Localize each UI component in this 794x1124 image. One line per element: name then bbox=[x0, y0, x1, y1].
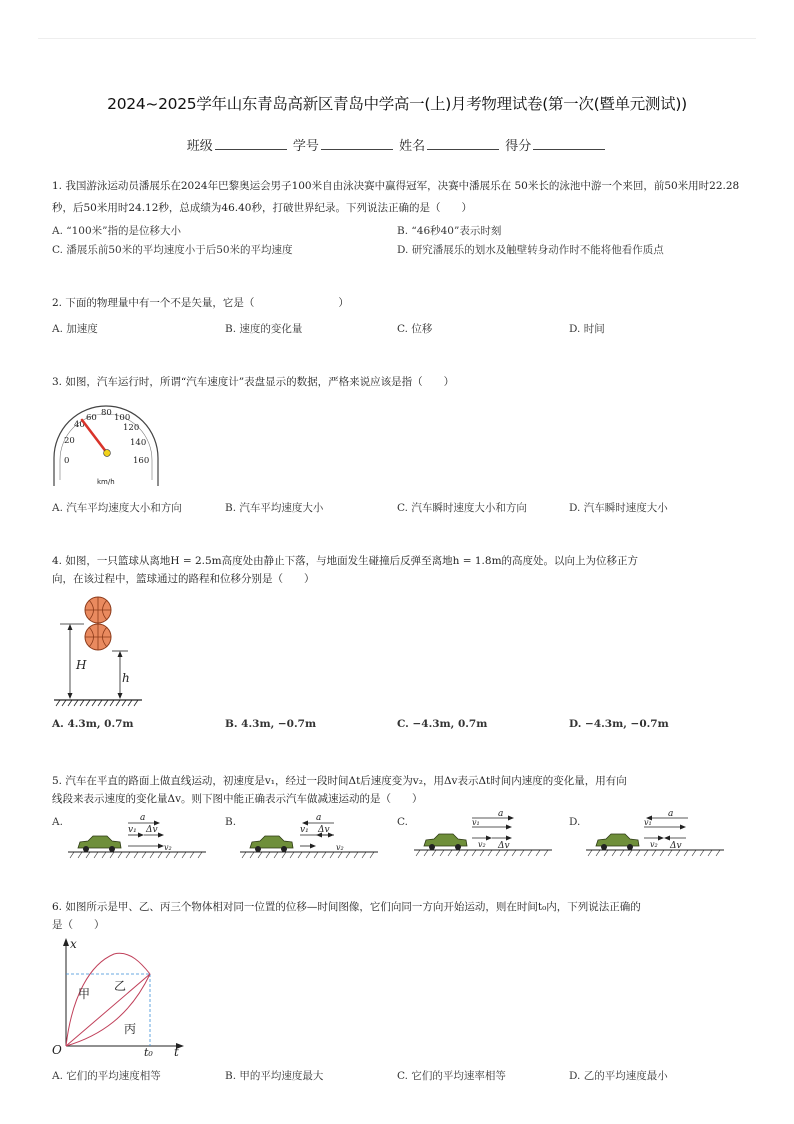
name-blank bbox=[427, 137, 499, 150]
v2-label: v₂ bbox=[164, 843, 172, 852]
gauge-tick-120: 120 bbox=[123, 423, 140, 433]
q5-figure-c bbox=[412, 808, 554, 860]
name-label: 姓名 bbox=[399, 139, 426, 154]
q3-option-a: A. 汽车平均速度大小和方向 bbox=[52, 502, 182, 514]
q1-option-a: A. “100米”指的是位移大小 bbox=[52, 225, 182, 237]
dv-label: Δv bbox=[498, 841, 510, 851]
q1-option-c: C. 潘展乐前50米的平均速度小于后50米的平均速度 bbox=[52, 244, 293, 256]
label-yi: 乙 bbox=[114, 979, 127, 993]
car-icon bbox=[78, 836, 121, 852]
student-id-label: 学号 bbox=[292, 139, 319, 154]
line-yi bbox=[66, 974, 150, 1046]
class-blank bbox=[215, 137, 287, 150]
score-label: 得分 bbox=[505, 139, 532, 154]
car-icon bbox=[250, 836, 293, 852]
height-label-H: H bbox=[76, 658, 87, 672]
label-jia: 甲 bbox=[78, 987, 91, 1001]
dv-label: Δv bbox=[670, 841, 682, 851]
v1-label: v₁ bbox=[128, 825, 137, 835]
gauge-hub bbox=[104, 450, 111, 457]
q5-option-a-letter: A. bbox=[52, 816, 63, 828]
q5-option-d-letter: D. bbox=[569, 816, 581, 828]
speedometer-figure bbox=[50, 400, 162, 490]
height-label-h: h bbox=[122, 671, 130, 685]
q6-option-d: D. 乙的平均速度最小 bbox=[569, 1070, 668, 1082]
car-icon bbox=[424, 834, 467, 850]
score-blank bbox=[533, 137, 605, 150]
gauge-tick-80: 80 bbox=[101, 408, 112, 418]
t0-label: t₀ bbox=[144, 1046, 153, 1059]
v1-label: v₁ bbox=[472, 818, 480, 827]
displacement-time-graph bbox=[50, 936, 190, 1060]
q2-option-c: C. 位移 bbox=[397, 323, 433, 335]
gauge-tick-0: 0 bbox=[64, 456, 70, 466]
gauge-needle bbox=[82, 420, 107, 453]
q3-option-c: C. 汽车瞬时速度大小和方向 bbox=[397, 502, 527, 514]
q2-option-d: D. 时间 bbox=[569, 323, 605, 335]
q5-figure-a bbox=[66, 810, 208, 862]
q4-option-a: A. 4.3m, 0.7m bbox=[52, 718, 134, 730]
question-4-stem-line1: 4. 如图，一只篮球从离地H = 2.5m高度处由静止下落，与地面发生碰撞后反弹至离地h = 1.8m的高度处。以向上为位移正方 bbox=[52, 555, 639, 567]
q2-option-b: B. 速度的变化量 bbox=[225, 323, 303, 335]
question-2-stem: 2. 下面的物理量中有一个不是矢量，它是（ ） bbox=[52, 297, 349, 309]
student-id-blank bbox=[321, 137, 393, 150]
origin-label: O bbox=[52, 1043, 62, 1057]
v1-label: v₁ bbox=[644, 818, 652, 827]
t-axis-label: t bbox=[174, 1045, 179, 1059]
q4-option-c: C. −4.3m, 0.7m bbox=[397, 718, 488, 730]
q2-option-a: A. 加速度 bbox=[52, 323, 98, 335]
basketball-bottom bbox=[85, 624, 111, 650]
v2-label: v₂ bbox=[336, 843, 344, 852]
question-6-stem-line1: 6. 如图所示是甲、乙、丙三个物体相对同一位置的位移—时间图像，它们向同一方向开始运动，则在时间t₀内，下列说法正确的 bbox=[52, 901, 641, 913]
student-info-line bbox=[0, 135, 794, 154]
q4-option-d: D. −4.3m, −0.7m bbox=[569, 718, 669, 730]
gauge-tick-60: 60 bbox=[86, 413, 97, 423]
gauge-unit: km/h bbox=[97, 478, 115, 486]
q6-option-c: C. 它们的平均速率相等 bbox=[397, 1070, 506, 1082]
question-5-stem-line1: 5. 汽车在平直的路面上做直线运动，初速度是v₁，经过一段时间Δt后速度变为v₂，用Δv表示Δt时间内速度的变化量，用有向 bbox=[52, 775, 627, 787]
question-3-stem: 3. 如图，汽车运行时，所谓“汽车速度计”表盘显示的数据，严格来说应该是指（ ） bbox=[52, 376, 455, 388]
accel-label: a bbox=[140, 813, 146, 823]
gauge-tick-160: 160 bbox=[133, 456, 150, 466]
gauge-tick-20: 20 bbox=[64, 436, 75, 446]
dv-label: Δv bbox=[318, 825, 330, 835]
q6-option-a: A. 它们的平均速度相等 bbox=[52, 1070, 161, 1082]
exam-title: 2024~2025学年山东青岛高新区青岛中学高一(上)月考物理试卷(第一次(暨单元测试)) bbox=[107, 95, 687, 113]
q5-option-c-letter: C. bbox=[397, 816, 408, 828]
question-4-stem-line2: 向，在该过程中，篮球通过的路程和位移分别是（ ） bbox=[52, 573, 315, 585]
q1-option-d: D. 研究潘展乐的划水及触壁转身动作时不能将他看作质点 bbox=[397, 244, 664, 256]
question-6-stem-line2: 是（ ） bbox=[52, 919, 105, 931]
dv-label: Δv bbox=[146, 825, 158, 835]
q5-figure-b bbox=[238, 810, 380, 862]
gauge-tick-100: 100 bbox=[114, 413, 131, 423]
basketball-top bbox=[85, 597, 111, 623]
gauge-tick-140: 140 bbox=[130, 438, 147, 448]
q5-option-b-letter: B. bbox=[225, 816, 237, 828]
q3-option-b: B. 汽车平均速度大小 bbox=[225, 502, 324, 514]
accel-label: a bbox=[316, 813, 322, 823]
question-1-stem: 1. 我国游泳运动员潘展乐在2024年巴黎奥运会男子100米自由泳决赛中赢得冠军，决赛中潘展乐在 50米长的泳池中游一个来回，前50米用时22.28秒，后50米用时24.12秒，总成绩为46.40秒，打破世界纪录。下列说法正确的是（ ） bbox=[52, 180, 740, 214]
q6-option-b: B. 甲的平均速度最大 bbox=[225, 1070, 324, 1082]
v2-label: v₂ bbox=[650, 840, 658, 849]
accel-label: a bbox=[668, 809, 674, 819]
top-divider bbox=[38, 38, 756, 39]
q4-option-b: B. 4.3m, −0.7m bbox=[225, 718, 317, 730]
car-icon bbox=[596, 834, 639, 850]
question-5-stem-line2: 线段来表示速度的变化量Δv。则下图中能正确表示汽车做减速运动的是（ ） bbox=[52, 793, 423, 805]
basketball-figure bbox=[52, 594, 144, 708]
q5-figure-d bbox=[584, 808, 726, 860]
label-bing: 丙 bbox=[124, 1022, 137, 1036]
accel-label: a bbox=[498, 809, 504, 819]
q3-option-d: D. 汽车瞬时速度大小 bbox=[569, 502, 668, 514]
v1-label: v₁ bbox=[300, 825, 309, 835]
class-label: 班级 bbox=[186, 139, 213, 154]
v2-label: v₂ bbox=[478, 840, 486, 849]
x-axis-label-x: x bbox=[70, 937, 77, 951]
q1-option-b: B. “46秒40”表示时刻 bbox=[397, 225, 502, 237]
gauge-tick-40: 40 bbox=[74, 420, 85, 430]
